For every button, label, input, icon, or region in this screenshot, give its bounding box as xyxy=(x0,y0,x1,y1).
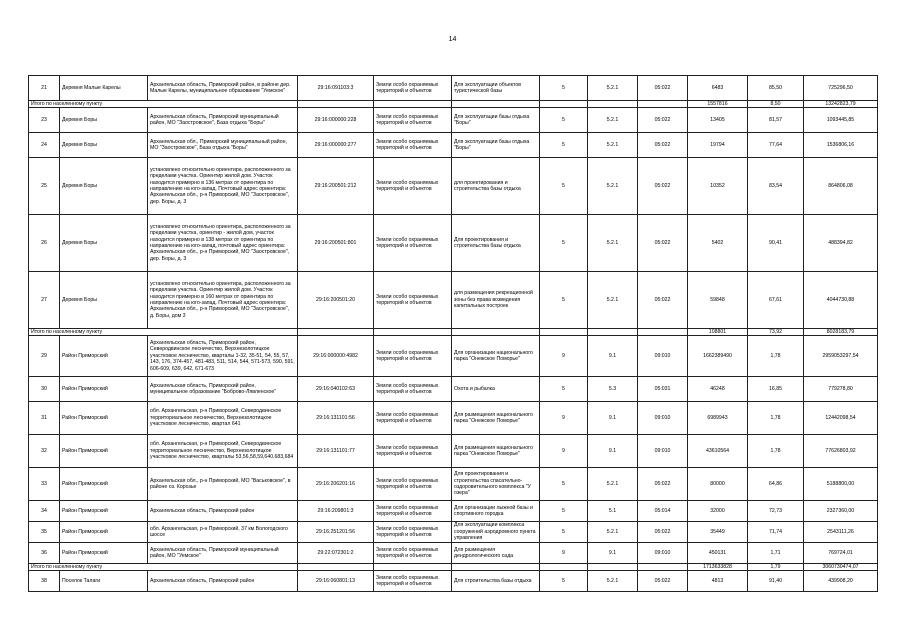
group-code: 9 xyxy=(540,435,588,468)
row-number: 36 xyxy=(29,543,60,564)
group-code: 5 xyxy=(540,377,588,402)
address: Архангельская область, Приморский район xyxy=(148,501,298,522)
subtotal-specific-value: 73,92 xyxy=(748,329,804,336)
empty-cell xyxy=(588,329,638,336)
use-code: 9.1 xyxy=(588,543,638,564)
row-number: 33 xyxy=(29,468,60,501)
specific-value: 72,73 xyxy=(748,501,804,522)
permitted-use: Для проектирования и строительства базы отдыха xyxy=(452,215,540,272)
empty-cell xyxy=(452,329,540,336)
cadastral-number: 29:16:000000:277 xyxy=(298,133,374,158)
area: 35449 xyxy=(688,522,748,543)
permitted-use: Для строительства базы отдыха xyxy=(452,571,540,592)
area: 80000 xyxy=(688,468,748,501)
cadastral-number: 29:16:000000:228 xyxy=(298,108,374,133)
settlement-name: Район Приморский xyxy=(60,402,148,435)
specific-value: 85,50 xyxy=(748,76,804,101)
type-code: 05:014 xyxy=(638,501,688,522)
row-number: 30 xyxy=(29,377,60,402)
specific-value: 71,74 xyxy=(748,522,804,543)
permitted-use: Для проектирования и строительства спасательно-оздоровительного комплекса "У озера" xyxy=(452,468,540,501)
settlement-name: Деревня Боры xyxy=(60,108,148,133)
cadastral-value: 725296,50 xyxy=(804,76,878,101)
group-code: 5 xyxy=(540,501,588,522)
cadastral-value: 1536806,16 xyxy=(804,133,878,158)
subtotal-row xyxy=(29,329,878,336)
group-code: 5 xyxy=(540,571,588,592)
address: Архангельская область, Приморский район, муниципальное образование "Боброво-Лявленское" xyxy=(148,377,298,402)
row-number: 29 xyxy=(29,336,60,377)
row-number: 24 xyxy=(29,133,60,158)
subtotal-cadastral-value: 3060730474,07 xyxy=(804,564,878,571)
settlement-name: Район Приморский xyxy=(60,501,148,522)
cadastral-value: 779278,80 xyxy=(804,377,878,402)
land-registry-table xyxy=(28,75,878,592)
specific-value: 64,86 xyxy=(748,468,804,501)
cadastral-value: 864806,08 xyxy=(804,158,878,215)
address: Архангельская область, Приморский муниципальный район, МО "Уемское" xyxy=(148,543,298,564)
type-code: 05:022 xyxy=(638,108,688,133)
settlement-name: Деревня Боры xyxy=(60,215,148,272)
cadastral-number: 29:16:000000:4982 xyxy=(298,336,374,377)
area: 32000 xyxy=(688,501,748,522)
type-code: 05:022 xyxy=(638,76,688,101)
cadastral-value: 2543111,26 xyxy=(804,522,878,543)
specific-value: 81,57 xyxy=(748,108,804,133)
table-row xyxy=(29,402,878,435)
use-code: 5.2.1 xyxy=(588,133,638,158)
settlement-name: Поселок Талаги xyxy=(60,571,148,592)
permitted-use: Для размещения национального парка "Онежское Поморье" xyxy=(452,435,540,468)
cadastral-number: 29:16:206201:16 xyxy=(298,468,374,501)
address: установлено относительно ориентира, расположенного за пределами участка. Ориентир жилой дом. Участок находится примерно в 160 метрах от ориентира по направлению на юго-запад. Почтовый адрес ориентира: Архангельская обл., р-н Приморский, МО "Заостровское", д. Боры, дом 3 xyxy=(148,272,298,329)
group-code: 9 xyxy=(540,543,588,564)
table-row xyxy=(29,501,878,522)
subtotal-specific-value: 1,79 xyxy=(748,564,804,571)
type-code: 09:010 xyxy=(638,336,688,377)
specific-value: 83,54 xyxy=(748,158,804,215)
specific-value: 1,78 xyxy=(748,336,804,377)
subtotal-row xyxy=(29,564,878,571)
table-row xyxy=(29,571,878,592)
subtotal-label: Итого по населенному пункту xyxy=(29,101,298,108)
area: 10352 xyxy=(688,158,748,215)
empty-cell xyxy=(374,329,452,336)
subtotal-row xyxy=(29,101,878,108)
address: обл. Архангельская, р-н Приморский, Северодвинское территориальное лесничество, Верхнезолотицкое участковое лесничество, квартал 641 xyxy=(148,402,298,435)
empty-cell xyxy=(638,564,688,571)
land-category: Земли особо охраняемых территорий и объектов xyxy=(374,158,452,215)
settlement-name: Район Приморский xyxy=(60,522,148,543)
specific-value: 1,71 xyxy=(748,543,804,564)
type-code: 05:022 xyxy=(638,571,688,592)
table-row xyxy=(29,468,878,501)
permitted-use: Для организации национального парка "Онежское Поморье" xyxy=(452,336,540,377)
address: обл. Архангельская, р-н Приморский, 37 км Вологодского шоссе xyxy=(148,522,298,543)
area: 1662389490 xyxy=(688,336,748,377)
specific-value: 16,85 xyxy=(748,377,804,402)
area: 450131 xyxy=(688,543,748,564)
address: Архангельская обл., Приморский муниципальный район, МО "Заостровское", База отдыха "Боры" xyxy=(148,133,298,158)
cadastral-number: 29:16:251201:56 xyxy=(298,522,374,543)
empty-cell xyxy=(540,564,588,571)
type-code: 05:022 xyxy=(638,468,688,501)
row-number: 27 xyxy=(29,272,60,329)
address: обл. Архангельская, р-н Приморский, Северодвинское территориальное лесничество, Верхнезолотицкое участковое лесничество, кварталы 53,56,58,59,640,683,684 xyxy=(148,435,298,468)
permitted-use: Для эксплуатации комплекса сооружений аэродромного пункта управления xyxy=(452,522,540,543)
row-number: 38 xyxy=(29,571,60,592)
row-number: 26 xyxy=(29,215,60,272)
use-code: 5.2.1 xyxy=(588,468,638,501)
permitted-use: Для размещения дендрологического сада xyxy=(452,543,540,564)
group-code: 9 xyxy=(540,336,588,377)
land-category: Земли особо охраняемых территорий и объектов xyxy=(374,468,452,501)
group-code: 5 xyxy=(540,108,588,133)
empty-cell xyxy=(588,564,638,571)
type-code: 05:022 xyxy=(638,522,688,543)
address: Архангельская область, Приморский район, в районе дер. Малые Карелы, муниципальное образование "Уемское" xyxy=(148,76,298,101)
land-category: Земли особо охраняемых территорий и объектов xyxy=(374,571,452,592)
use-code: 5.1 xyxy=(588,501,638,522)
specific-value: 77,64 xyxy=(748,133,804,158)
address: установлено относительно ориентира, расположенного за пределами участка. Ориентир жилой дом. Участок находится примерно в 136 метрах от ориентира по направлению на юго-запад. Почтовый адрес ориентира: Архангельская обл., р-н Приморский, МО "Заостровское", дер. Боры, д. 3 xyxy=(148,158,298,215)
empty-cell xyxy=(298,101,374,108)
permitted-use: для размещения рекреационной зоны без права возведения капитальных построек xyxy=(452,272,540,329)
use-code: 9.1 xyxy=(588,336,638,377)
cadastral-number: 29:16:131101:77 xyxy=(298,435,374,468)
cadastral-value: 2959053297,54 xyxy=(804,336,878,377)
use-code: 9.1 xyxy=(588,402,638,435)
empty-cell xyxy=(452,101,540,108)
table-row xyxy=(29,215,878,272)
empty-cell xyxy=(298,564,374,571)
cadastral-number: 29:22:072301:2 xyxy=(298,543,374,564)
settlement-name: Деревня Боры xyxy=(60,158,148,215)
table-row xyxy=(29,522,878,543)
use-code: 5.3 xyxy=(588,377,638,402)
use-code: 5.2.1 xyxy=(588,272,638,329)
group-code: 5 xyxy=(540,133,588,158)
cadastral-value: 2327360,00 xyxy=(804,501,878,522)
table-row xyxy=(29,336,878,377)
type-code: 09:010 xyxy=(638,402,688,435)
empty-cell xyxy=(638,101,688,108)
cadastral-value: 488394,82 xyxy=(804,215,878,272)
permitted-use: Для размещения национального парка "Онежское Поморье" xyxy=(452,402,540,435)
row-number: 21 xyxy=(29,76,60,101)
group-code: 9 xyxy=(540,402,588,435)
land-category: Земли особо охраняемых территорий и объектов xyxy=(374,133,452,158)
land-category: Земли особо охраняемых территорий и объектов xyxy=(374,108,452,133)
address: Архангельская область, Приморский муниципальный район, МО "Заостровское", База отдыха "Боры" xyxy=(148,108,298,133)
cadastral-value: 12442098,54 xyxy=(804,402,878,435)
settlement-name: Район Приморский xyxy=(60,468,148,501)
type-code: 05:022 xyxy=(638,272,688,329)
use-code: 5.2.1 xyxy=(588,522,638,543)
cadastral-value: 77626803,92 xyxy=(804,435,878,468)
use-code: 5.2.1 xyxy=(588,158,638,215)
subtotal-area: 108801 xyxy=(688,329,748,336)
table-row xyxy=(29,76,878,101)
cadastral-value: 5188800,00 xyxy=(804,468,878,501)
use-code: 5.2.1 xyxy=(588,215,638,272)
row-number: 31 xyxy=(29,402,60,435)
area: 59848 xyxy=(688,272,748,329)
land-category: Земли особо охраняемых территорий и объектов xyxy=(374,435,452,468)
land-category: Земли особо охраняемых территорий и объектов xyxy=(374,272,452,329)
group-code: 5 xyxy=(540,522,588,543)
land-category: Земли особо охраняемых территорий и объектов xyxy=(374,76,452,101)
specific-value: 1,78 xyxy=(748,402,804,435)
cadastral-value: 4044730,88 xyxy=(804,272,878,329)
permitted-use: Для организации лыжной базы и спортивного городка xyxy=(452,501,540,522)
use-code: 5.2.1 xyxy=(588,108,638,133)
settlement-name: Деревня Малые Карелы xyxy=(60,76,148,101)
settlement-name: Деревня Боры xyxy=(60,272,148,329)
table-row xyxy=(29,158,878,215)
empty-cell xyxy=(540,101,588,108)
type-code: 09:010 xyxy=(638,435,688,468)
land-category: Земли особо охраняемых территорий и объектов xyxy=(374,215,452,272)
table-row xyxy=(29,133,878,158)
group-code: 5 xyxy=(540,468,588,501)
cadastral-value: 439908,20 xyxy=(804,571,878,592)
table-row xyxy=(29,108,878,133)
empty-cell xyxy=(540,329,588,336)
area: 5402 xyxy=(688,215,748,272)
cadastral-number: 29:16:200501:801 xyxy=(298,215,374,272)
settlement-name: Район Приморский xyxy=(60,336,148,377)
row-number: 25 xyxy=(29,158,60,215)
subtotal-specific-value: 8,50 xyxy=(748,101,804,108)
area: 6989943 xyxy=(688,402,748,435)
cadastral-number: 29:16:040102:63 xyxy=(298,377,374,402)
cadastral-number: 29:16:060801:13 xyxy=(298,571,374,592)
table-row xyxy=(29,543,878,564)
group-code: 5 xyxy=(540,272,588,329)
subtotal-area: 1557816 xyxy=(688,101,748,108)
empty-cell xyxy=(588,101,638,108)
use-code: 9.1 xyxy=(588,435,638,468)
settlement-name: Район Приморский xyxy=(60,435,148,468)
group-code: 5 xyxy=(540,76,588,101)
row-number: 23 xyxy=(29,108,60,133)
cadastral-value: 769724,01 xyxy=(804,543,878,564)
cadastral-value: 1093445,85 xyxy=(804,108,878,133)
area: 6483 xyxy=(688,76,748,101)
address: Архангельская область, Приморский район, Северодвинское лесничество, Верхнезолотицкое участковое лесничество, кварталы 1-32, 35-51, 54, 55, 57, 143, 176, 374-457, 481-483, 511, 514, 544, 571-573, 590, 591, 606-609, 639, 642, 671-673 xyxy=(148,336,298,377)
cadastral-number: 29:16:131101:56 xyxy=(298,402,374,435)
area: 43610564 xyxy=(688,435,748,468)
permitted-use: Для эксплуатации объектов туристической базы xyxy=(452,76,540,101)
permitted-use: Для эксплуатации базы отдыха "Боры" xyxy=(452,108,540,133)
permitted-use: Охота и рыбалка xyxy=(452,377,540,402)
settlement-name: Район Приморский xyxy=(60,543,148,564)
use-code: 5.2.1 xyxy=(588,76,638,101)
area: 13405 xyxy=(688,108,748,133)
land-category: Земли особо охраняемых территорий и объектов xyxy=(374,543,452,564)
land-category: Земли особо охраняемых территорий и объектов xyxy=(374,522,452,543)
land-category: Земли особо охраняемых территорий и объектов xyxy=(374,336,452,377)
land-category: Земли особо охраняемых территорий и объектов xyxy=(374,501,452,522)
settlement-name: Район Приморский xyxy=(60,377,148,402)
type-code: 05:022 xyxy=(638,215,688,272)
empty-cell xyxy=(374,564,452,571)
subtotal-cadastral-value: 13242823,79 xyxy=(804,101,878,108)
area: 4813 xyxy=(688,571,748,592)
cadastral-number: 29:16:200501:212 xyxy=(298,158,374,215)
permitted-use: Для эксплуатации базы отдыха "Боры" xyxy=(452,133,540,158)
group-code: 5 xyxy=(540,158,588,215)
type-code: 05:031 xyxy=(638,377,688,402)
address: установлено относительно ориентира, расположенного за пределами участка, ориентир - жилой дом, участок находится примерно в 138 метрах от ориентира по направлению на юго-запад, почтовый адрес ориентира: Архангельская обл., р-н Приморский, МО "Заостровское", дер. Боры, д. 3 xyxy=(148,215,298,272)
permitted-use: для проектирования и строительства базы отдыха xyxy=(452,158,540,215)
cadastral-number: 29:16:200501:20 xyxy=(298,272,374,329)
settlement-name: Деревня Боры xyxy=(60,133,148,158)
type-code: 05:022 xyxy=(638,133,688,158)
area: 46248 xyxy=(688,377,748,402)
address: Архангельская область, Приморский район xyxy=(148,571,298,592)
table-row xyxy=(29,377,878,402)
address: Архангельская обл., р-н Приморский, МО "Васьковское", в районе оз. Корозье xyxy=(148,468,298,501)
empty-cell xyxy=(638,329,688,336)
subtotal-area: 1713633828 xyxy=(688,564,748,571)
specific-value: 90,41 xyxy=(748,215,804,272)
cadastral-number: 29:16:091103:3 xyxy=(298,76,374,101)
row-number: 32 xyxy=(29,435,60,468)
specific-value: 67,61 xyxy=(748,272,804,329)
type-code: 09:010 xyxy=(638,543,688,564)
empty-cell xyxy=(374,101,452,108)
row-number: 34 xyxy=(29,501,60,522)
subtotal-label: Итого по населенному пункту xyxy=(29,564,298,571)
empty-cell xyxy=(298,329,374,336)
type-code: 05:022 xyxy=(638,158,688,215)
subtotal-cadastral-value: 8028183,79 xyxy=(804,329,878,336)
empty-cell xyxy=(452,564,540,571)
group-code: 5 xyxy=(540,215,588,272)
table-row xyxy=(29,272,878,329)
land-category: Земли особо охраняемых территорий и объектов xyxy=(374,402,452,435)
page-number: 14 xyxy=(448,36,457,43)
row-number: 35 xyxy=(29,522,60,543)
specific-value: 91,40 xyxy=(748,571,804,592)
land-category: Земли особо охраняемых территорий и объектов xyxy=(374,377,452,402)
use-code: 5.2.1 xyxy=(588,571,638,592)
area: 19794 xyxy=(688,133,748,158)
table-row xyxy=(29,435,878,468)
specific-value: 1,78 xyxy=(748,435,804,468)
cadastral-number: 29:16:209801:3 xyxy=(298,501,374,522)
subtotal-label: Итого по населенному пункту xyxy=(29,329,298,336)
